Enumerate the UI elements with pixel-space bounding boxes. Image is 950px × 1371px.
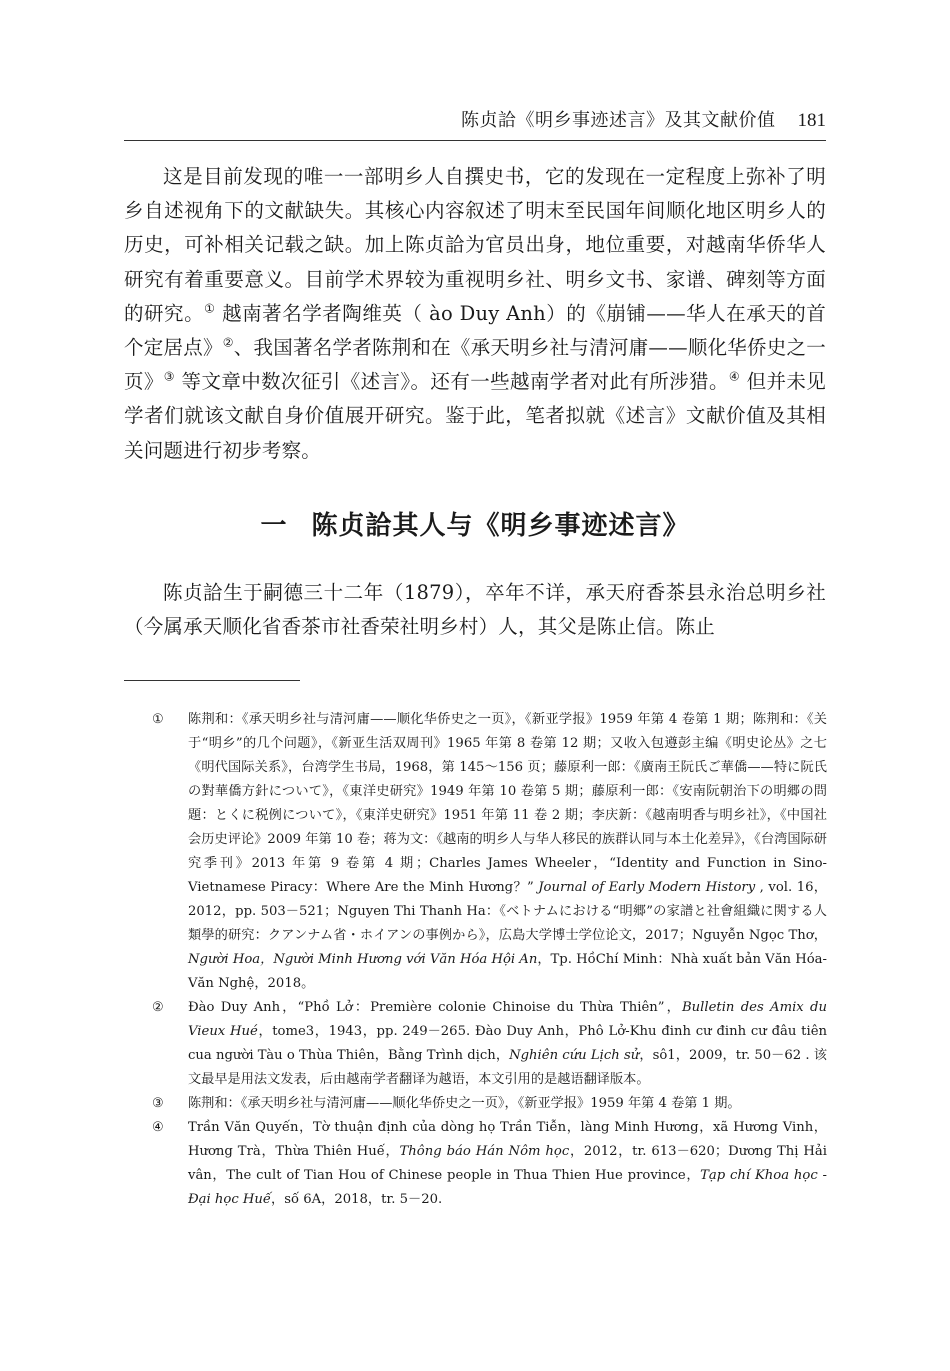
footnote-mark: ② — [152, 1000, 164, 1015]
footnote-ref-1[interactable]: ① — [204, 301, 216, 316]
footnote-text: , vol. 16，2012，pp. 503－521；Nguyen Thi Thanh Ha：《ベトナムにおける“明郷”の家譜と社會組織に関する人類學的研究：クアンナム省・ホイアンの事例から》，広島大学博士学位论文，2017；Nguyễn Ngọc Thơ， — [188, 880, 827, 943]
section-title: 陈贞詥其人与《明乡事迹述言》 — [311, 511, 690, 541]
footnote-text: ，tome3，1943，pp. 249－265. Đào Duy Anh，Phô Lở-Khu đinh cư đinh cư đâu tiên cua người Tàu o Thùa Thiên，Bằng Trình dịch， — [188, 1024, 827, 1063]
footnote-italic: Tạp chí Khoa học - Đại học Huế — [188, 1168, 828, 1207]
footnote-2 — [152, 996, 827, 1092]
footnote-italic: Journal of Early Modern History — [538, 880, 756, 895]
footnote-italic: Nghiên cứu Lịch sử — [509, 1048, 640, 1063]
footnote-text: ，2012，tr. 613－620；Dương Thị Hải vân，The cult of Tian Hou of Chinese people in Thua Thien Hue province， — [188, 1144, 828, 1183]
footnote-text: 陈荆和：《承天明乡社与清河庸——顺化华侨史之一页》，《新亚学报》1959 年第 4 卷第 1 期。 — [188, 1096, 741, 1111]
footnotes — [152, 708, 827, 1212]
paragraph-text: 这是目前发现的唯一一部明乡人自撰史书，它的发现在一定程度上弥补了明乡自述视角下的文献缺失。其核心内容叙述了明末至民国年间顺化地区明乡人的历史，可补相关记载之缺。加上陈贞詥为官员出身，地位重要，对越南华侨华人研究有着重要意义。目前学术界较为重视明乡社、明乡文书、家谱、碑刻等方面的研究。 — [124, 165, 826, 325]
footnote-text: ，sô1，2009，tr. 50－62 . 该文最早是用法文发表，后由越南学者翻译为越语，本文引用的是越语翻译版本。 — [188, 1048, 827, 1087]
footnote-italic: Người Hoa，Người Minh Hương với Văn Hóa Hội An — [188, 952, 538, 967]
footnote-ref-4[interactable]: ④ — [728, 369, 741, 384]
footnote-1 — [152, 708, 827, 996]
footnote-3 — [152, 1092, 827, 1116]
footnote-italic: Bulletin des Amix du Vieux Hué — [188, 1000, 827, 1039]
footnote-text: Đào Duy Anh，“Phồ Lở：Première colonie Chinoise du Thừa Thiên”， — [188, 1000, 682, 1015]
body-paragraph-2 — [124, 576, 826, 644]
paragraph-text: 越南著名学者陶维英（ ào Duy Anh）的《崩铺——华人在承天的首个定居点》 — [124, 301, 826, 360]
footnote-ref-2[interactable]: ② — [222, 335, 234, 350]
section-heading — [124, 505, 826, 542]
footnote-mark: ③ — [152, 1096, 164, 1111]
footnote-text: ，Tp. HồChí Minh：Nhà xuất bản Văn Hóa-Văn Nghệ，2018。 — [188, 952, 828, 991]
body-paragraph-1 — [124, 160, 826, 468]
paragraph-text: 但并未见学者们就该文献自身价值展开研究。鉴于此，笔者拟就《述言》文献价值及其相关问题进行初步考察。 — [124, 370, 826, 462]
paragraph-text: 等文章中数次征引《述言》。还有一些越南学者对此有所涉猎。 — [174, 370, 729, 394]
paragraph-text: 、我国著名学者陈荆和在《承天明乡社与清河庸——顺化华侨史之一页》 — [124, 336, 826, 394]
footnote-text: 陈荆和：《承天明乡社与清河庸——顺化华侨史之一页》，《新亚学报》1959 年第 4 卷第 1 期；陈荆和：《关于“明乡”的几个问题》，《新亚生活双周刊》1965 年第 8 卷第 12 期；又收入包遵彭主编《明史论丛》之七《明代国际关系》，台湾学生书局，1968，第 145～156 页；藤原利一郎：《廣南王阮氏ご華僑——特に阮氏の對華僑方針について》，《東洋史研究》1949 年第 10 卷第 5 期；藤原利一郎：《安南阮朝治下の明郷の問題：とくに税例について》，《東洋史研究》1951 年第 11 卷 2 期；李庆新：《越南明香与明乡社》，《中国社会历史评论》2009 年第 10 卷；蒋为文：《越南的明乡人与华人移民的族群认同与本土化差异》，《台湾国际研究季刊》2013 年第 9 卷第 4 期；Charles James Wheeler，“Identity and Function in Sino-Vietnamese Piracy：Where Are the Minh Hương？” — [188, 712, 827, 895]
running-header — [124, 106, 826, 141]
footnote-text: ，số 6A，2018，tr. 5－20. — [271, 1192, 443, 1207]
footnote-mark: ① — [152, 712, 164, 727]
footnote-text: Trần Văn Quyến，Tờ thuận định của dòng họ Trần Tiễn，làng Minh Hương，xã Hương Vinh，Hương Trà，Thừa Thiên Huế， — [188, 1120, 827, 1159]
running-title: 陈贞詥《明乡事迹述言》及其文献价值 — [461, 110, 776, 131]
section-number: 一 — [260, 511, 288, 541]
footnote-italic: Thông báo Hán Nôm học — [399, 1144, 570, 1159]
footnote-mark: ④ — [152, 1120, 164, 1135]
page-number: 181 — [797, 110, 826, 131]
paragraph-text: 陈贞詥生于嗣德三十二年（1879），卒年不详，承天府香茶县永治总明乡社（今属承天顺化省香茶市社香荣社明乡村）人，其父是陈止信。陈止 — [124, 581, 826, 639]
footnote-ref-3[interactable]: ③ — [163, 369, 175, 384]
footnote-divider — [124, 680, 300, 681]
footnote-4 — [152, 1116, 827, 1212]
